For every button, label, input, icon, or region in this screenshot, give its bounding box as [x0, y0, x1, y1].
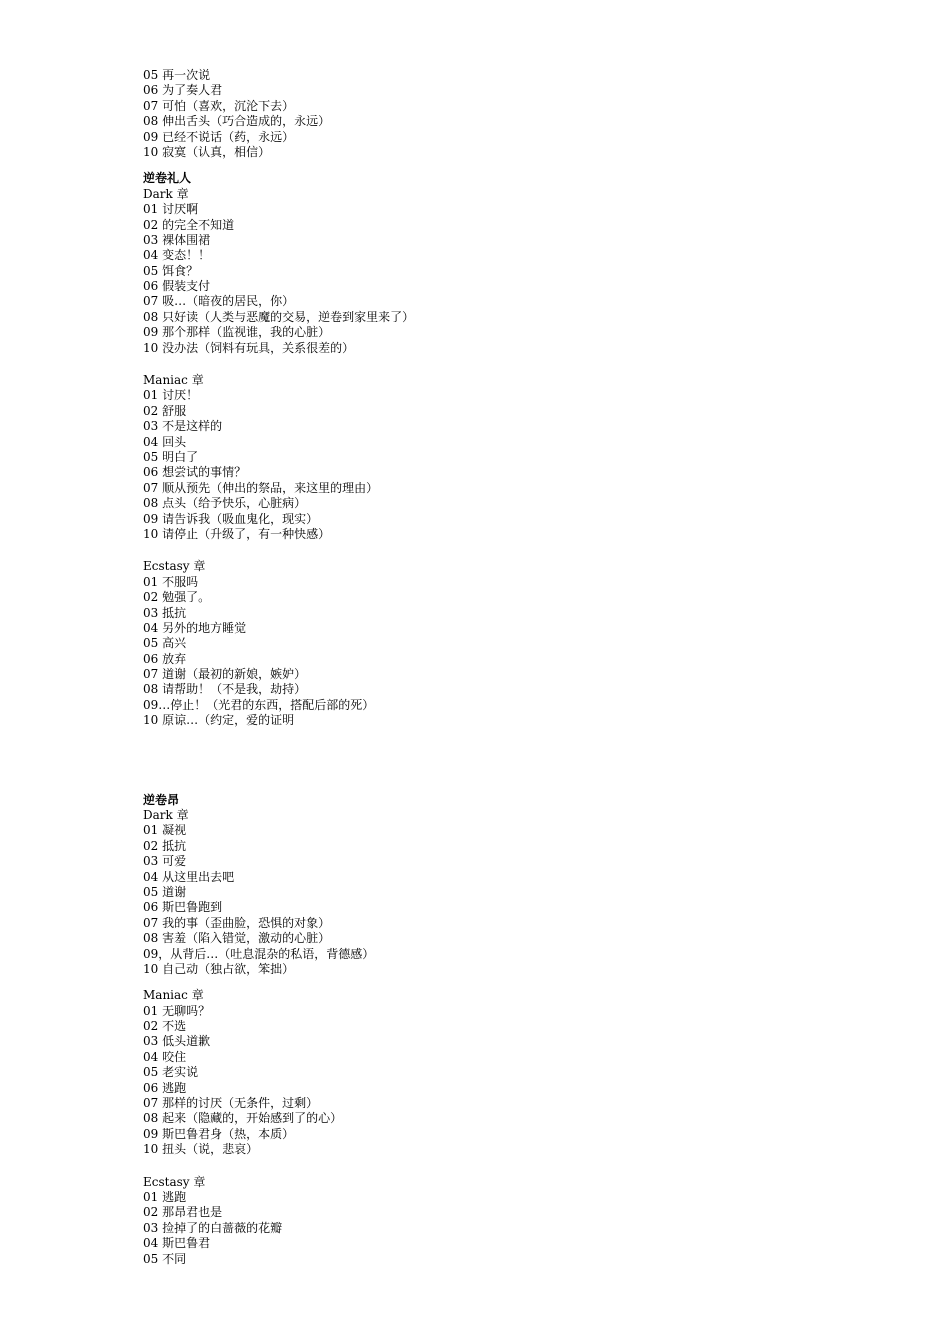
list-item: 05 高兴 — [143, 636, 187, 651]
track-list-top — [143, 68, 843, 160]
list-item: 06 斯巴鲁跑到 — [143, 900, 223, 915]
list-item: 08 点头（给予快乐，心脏病） — [143, 496, 307, 511]
list-item: 07 那样的讨厌（无条件，过剩） — [143, 1096, 319, 1111]
chapter-ecstasy-reiji — [143, 559, 843, 728]
list-item: 09…停止！（光君的东西，搭配后部的死） — [143, 697, 375, 712]
list-item: 10 寂寞（认真，相信） — [143, 144, 271, 159]
chapter-label: Ecstasy 章 — [143, 559, 206, 574]
list-item: 01 逃跑 — [143, 1190, 187, 1204]
list-item: 02 抵抗 — [143, 838, 187, 853]
chapter-label: Dark 章 — [143, 808, 189, 823]
chapter-dark-reiji — [143, 187, 843, 356]
chapter-maniac-reiji — [143, 373, 843, 542]
section-title-subaru: 逆卷昂 — [143, 792, 180, 807]
list-item: 04 咬住 — [143, 1049, 187, 1064]
list-item: 09 已经不说话（药，永远） — [143, 129, 295, 144]
list-item: 04 从这里出去吧 — [143, 869, 235, 884]
list-item: 09，从背后…（吐息混杂的私语，背德感） — [143, 946, 375, 961]
list-item: 09 那个那样（监视谁，我的心脏） — [143, 325, 331, 340]
list-item: 02 那昂君也是 — [143, 1205, 223, 1220]
list-item: 06 想尝试的事情？ — [143, 465, 247, 480]
list-item: 10 没办法（饲料有玩具，关系很差的） — [143, 340, 355, 355]
chapter-ecstasy-subaru — [143, 1175, 843, 1267]
list-item: 08 只好读（人类与恶魔的交易，逆卷到家里来了） — [143, 309, 415, 324]
list-item: 03 抵抗 — [143, 605, 187, 620]
list-item: 07 顺从预先（伸出的祭品，来这里的理由） — [143, 480, 379, 495]
list-item: 08 伸出舌头（巧合造成的，永远） — [143, 114, 331, 129]
list-item: 04 回头 — [143, 434, 187, 449]
list-item: 05 再一次说 — [143, 68, 211, 82]
list-item: 10 自己动（独占欲，笨拙） — [143, 961, 295, 976]
list-item: 01 无聊吗？ — [143, 1003, 211, 1018]
list-item: 05 饵食？ — [143, 263, 199, 278]
list-item: 03 可爱 — [143, 854, 187, 869]
list-item: 05 道谢 — [143, 884, 187, 899]
list-item: 08 请帮助！（不是我，劫持） — [143, 682, 307, 697]
list-item: 01 不服吗 — [143, 574, 199, 589]
section-title-reiji: 逆卷礼人 — [143, 171, 192, 186]
list-item: 02 的完全不知道 — [143, 217, 235, 232]
list-item: 03 裸体围裙 — [143, 232, 211, 247]
list-item: 02 不选 — [143, 1019, 187, 1034]
list-item: 10 扭头（说，悲哀） — [143, 1142, 259, 1157]
list-item: 06 放弃 — [143, 651, 187, 666]
list-item: 04 变态！！ — [143, 248, 211, 263]
list-item: 07 吸…（暗夜的居民，你） — [143, 294, 295, 309]
chapter-label: Ecstasy 章 — [143, 1174, 206, 1189]
list-item: 09 斯巴鲁君身（热，本质） — [143, 1126, 295, 1141]
list-item: 02 勉强了。 — [143, 590, 211, 605]
chapter-maniac-subaru — [143, 988, 843, 1157]
document-page — [143, 68, 843, 1267]
list-item: 01 凝视 — [143, 823, 187, 838]
list-item: 05 不同 — [143, 1251, 187, 1266]
chapter-dark-subaru — [143, 808, 843, 977]
list-item: 03 低头道歉 — [143, 1034, 211, 1049]
list-item: 07 可怕（喜欢，沉沦下去） — [143, 98, 295, 113]
list-item: 06 假装支付 — [143, 279, 211, 294]
list-item: 07 道谢（最初的新娘，嫉妒） — [143, 667, 307, 682]
list-item: 09 请告诉我（吸血鬼化，现实） — [143, 511, 319, 526]
list-item: 05 老实说 — [143, 1065, 199, 1080]
list-item: 07 我的事（歪曲脸，恐惧的对象） — [143, 915, 331, 930]
list-item: 10 请停止（升级了，有一种快感） — [143, 526, 331, 541]
chapter-label: Maniac 章 — [143, 988, 204, 1003]
list-item: 01 讨厌啊 — [143, 202, 199, 217]
list-item: 03 不是这样的 — [143, 419, 223, 434]
list-item: 06 为了奏人君 — [143, 83, 223, 98]
chapter-label: Maniac 章 — [143, 373, 204, 388]
list-item: 03 捡掉了的白蔷薇的花瓣 — [143, 1220, 283, 1235]
list-item: 02 舒服 — [143, 403, 187, 418]
list-item: 10 原谅…（约定，爱的证明 — [143, 713, 295, 728]
list-item: 04 另外的地方睡觉 — [143, 620, 247, 635]
list-item: 08 害羞（陷入错觉，激动的心脏） — [143, 931, 331, 946]
list-item: 08 起来（隐藏的，开始感到了的心） — [143, 1111, 343, 1126]
list-item: 05 明白了 — [143, 449, 199, 464]
chapter-label: Dark 章 — [143, 186, 189, 201]
list-item: 04 斯巴鲁君 — [143, 1236, 211, 1251]
list-item: 01 讨厌！ — [143, 388, 199, 403]
list-item: 06 逃跑 — [143, 1080, 187, 1095]
